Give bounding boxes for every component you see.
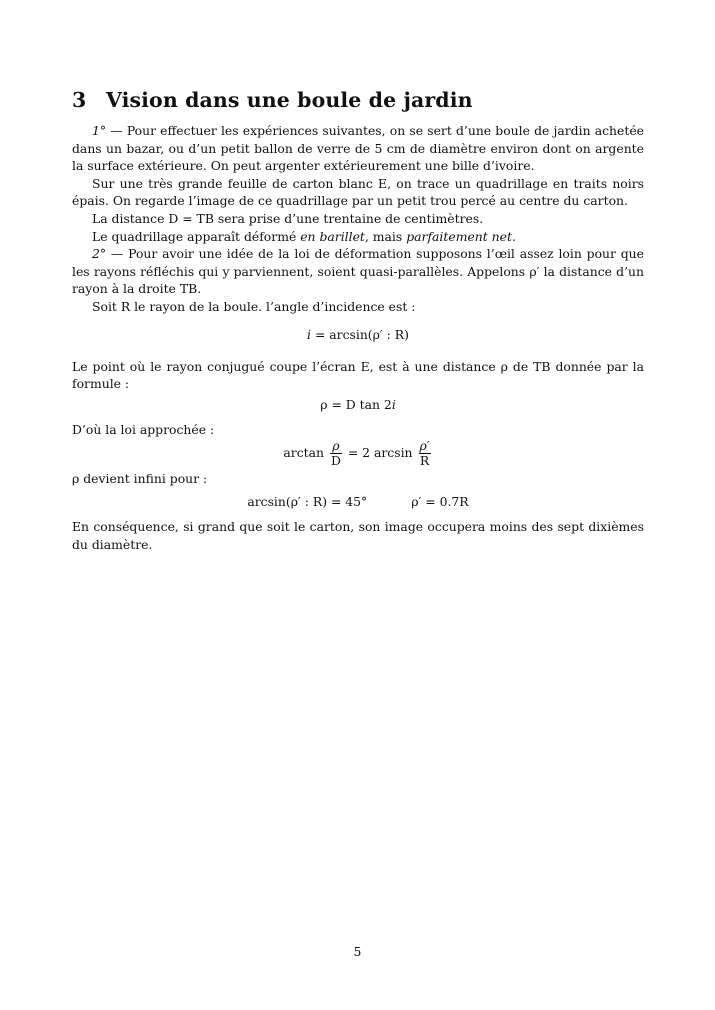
em-dash-1: — — [106, 123, 127, 138]
paragraph-5-text: Pour avoir une idée de la loi de déformation supposons l’œil assez loin pour que les rayons réfléchis qui y parviennent, soient quasi-parallèles. Appelons ρ′ la distance d’un rayon à la droite TB. — [72, 246, 644, 297]
item-label-2: 2° — [92, 246, 107, 262]
eq4-left: arcsin(ρ′ : R) = 45° — [247, 493, 368, 509]
paragraph-10: En conséquence, si grand que soit le carton, son image occupera moins des sept dixièmes du diamètre. — [72, 518, 644, 552]
paragraph-5 — [72, 245, 644, 298]
paragraph-8: D’où la loi approchée : — [72, 421, 215, 437]
paragraph-9: ρ devient infini pour : — [72, 471, 208, 487]
eq3-denominator-2: R — [419, 453, 430, 469]
eq4-right: ρ′ = 0.7R — [411, 493, 469, 509]
body-text — [72, 122, 644, 553]
eq3-numerator-1: ρ — [330, 439, 342, 454]
equation-rho — [72, 395, 644, 415]
page-number: 5 — [353, 944, 362, 959]
p4-italic-barillet: en barillet — [300, 228, 365, 244]
eq1-rest: = arcsin(ρ′ : R) — [311, 326, 409, 342]
p4-part-e: . — [511, 228, 516, 244]
eq3-fraction-rho-over-d — [330, 439, 342, 468]
section-heading — [72, 86, 644, 114]
eq3-arctan: arctan — [283, 445, 324, 461]
paragraph-4 — [72, 228, 644, 246]
equation-incidence-angle — [72, 325, 644, 345]
eq2-var-i: i — [391, 396, 396, 412]
paragraph-1 — [72, 122, 644, 175]
page-content — [72, 86, 644, 553]
paragraph-6: Soit R le rayon de la boule. l’angle d’incidence est : — [92, 298, 416, 314]
eq1-var-i: i — [307, 326, 311, 342]
p4-part-c: , mais — [364, 228, 407, 244]
eq3-middle: = 2 arcsin — [347, 445, 413, 461]
paragraph-2: Sur une très grande feuille de carton blanc E, on trace un quadrillage en traits noirs épais. On regarde l’image de ce quadrillage par un petit trou percé au centre du carton. — [72, 175, 644, 209]
equation-approx-law — [72, 438, 644, 468]
paragraph-1-text: Pour effectuer les expériences suivantes, on se sert d’une boule de jardin achetée dans un bazar, ou d’un petit ballon de verre de 5 cm de diamètre environ dont on argente la surface extérieure. On peut argenter extérieurement une bille d’ivoire. — [72, 123, 644, 174]
section-number: 3 — [72, 88, 87, 112]
eq2-left: ρ = D tan 2 — [320, 396, 392, 412]
p4-part-a: Le quadrillage apparaît déformé — [92, 228, 301, 244]
eq3-fraction-rhoprime-over-r — [419, 439, 431, 468]
eq3-denominator-1: D — [330, 453, 341, 469]
eq3-numerator-2: ρ′ — [419, 438, 430, 454]
em-dash-2: — — [106, 246, 129, 262]
p4-italic-net: parfaitement net — [406, 228, 512, 244]
paragraph-7: Le point où le rayon conjugué coupe l’écran E, est à une distance ρ de TB donnée par la formule : — [72, 358, 644, 392]
item-label-1: 1° — [92, 123, 107, 138]
section-title: Vision dans une boule de jardin — [106, 88, 473, 112]
paragraph-3: La distance D = TB sera prise d’une trentaine de centimètres. — [92, 210, 484, 226]
equation-infinite-condition — [72, 492, 644, 512]
